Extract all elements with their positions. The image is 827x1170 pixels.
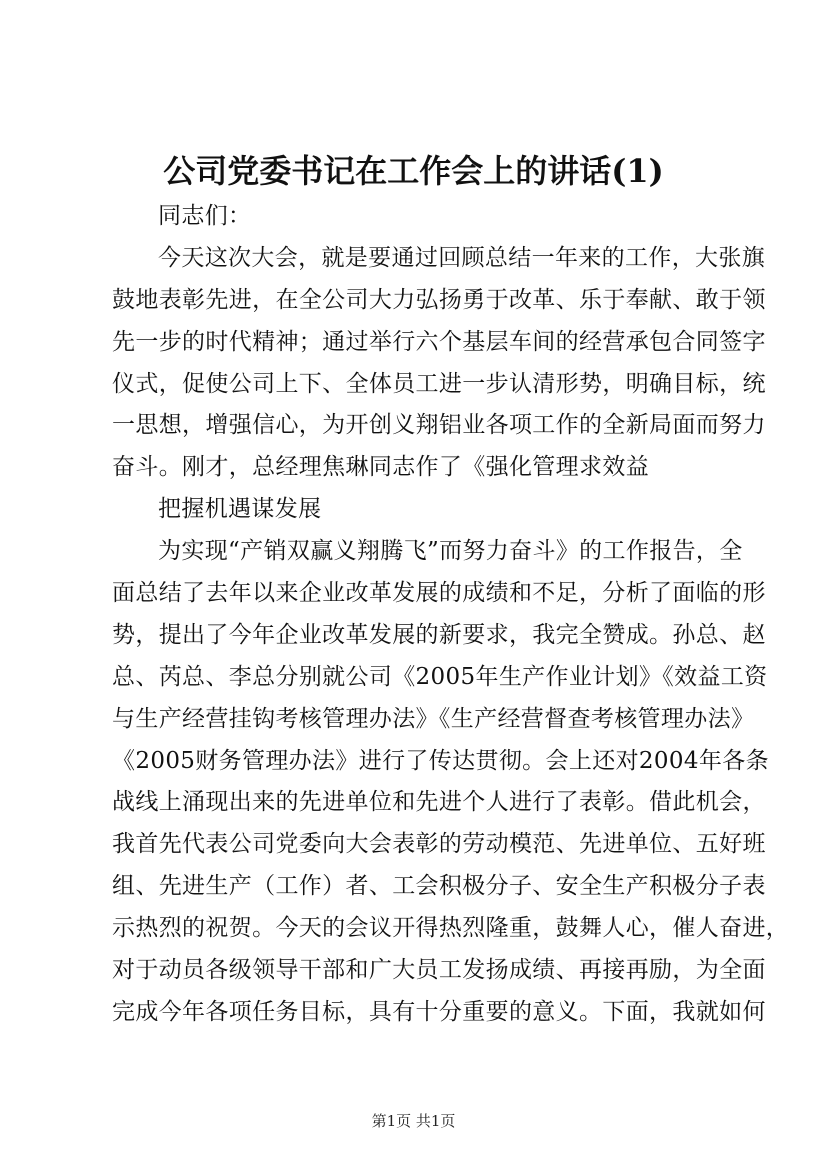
- paragraph-line: 先一步的时代精神；通过举行六个基层车间的经营承包合同签字: [112, 328, 766, 355]
- paragraph-line: 鼓地表彰先进，在全公司大力弘扬勇于改革、乐于奉献、敢于领: [112, 286, 766, 313]
- paragraph-line: 奋斗。刚才，总经理焦琳同志作了《强化管理求效益: [112, 454, 650, 481]
- paragraph-line: 一思想，增强信心，为开创义翔铝业各项工作的全新局面而努力: [112, 412, 766, 439]
- paragraph-line: 面总结了去年以来企业改革发展的成绩和不足，分析了面临的形: [112, 580, 766, 607]
- paragraph-line: 战线上涌现出来的先进单位和先进个人进行了表彰。借此机会，: [112, 789, 766, 816]
- paragraph-line: 把握机遇谋发展: [158, 496, 322, 523]
- paragraph-line: 我首先代表公司党委向大会表彰的劳动模范、先进单位、五好班: [112, 831, 766, 858]
- document-body: [112, 196, 790, 1034]
- paragraph-line: 示热烈的祝贺。今天的会议开得热烈隆重，鼓舞人心，催人奋进，: [112, 915, 790, 942]
- paragraph-line: 《2005财务管理办法》进行了传达贯彻。会上还对2004年各条: [112, 747, 769, 774]
- paragraph-line: 组、先进生产（工作）者、工会积极分子、安全生产积极分子表: [112, 873, 766, 900]
- page-number-footer: 第1页 共1页: [371, 1112, 456, 1130]
- document-title: 公司党委书记在工作会上的讲话(1): [163, 152, 664, 190]
- paragraph-line: 与生产经营挂钩考核管理办法》《生产经营督查考核管理办法》: [112, 705, 755, 732]
- paragraph-line: 势，提出了今年企业改革发展的新要求，我完全赞成。孙总、赵: [112, 621, 766, 648]
- paragraph-line: 完成今年各项任务目标，具有十分重要的意义。下面，我就如何: [112, 998, 766, 1025]
- paragraph-line: 总、芮总、李总分别就公司《2005年生产作业计划》《效益工资: [112, 663, 768, 690]
- paragraph-line: 仪式，促使公司上下、全体员工进一步认清形势，明确目标，统: [112, 370, 766, 397]
- paragraph-line: 对于动员各级领导干部和广大员工发扬成绩、再接再励，为全面: [112, 957, 766, 984]
- salutation-line: 同志们：: [158, 203, 252, 229]
- paragraph-line: 今天这次大会，就是要通过回顾总结一年来的工作，大张旗: [158, 244, 766, 271]
- paragraph-line: 为实现“产销双赢义翔腾飞”而努力奋斗》的工作报告，全: [158, 538, 743, 565]
